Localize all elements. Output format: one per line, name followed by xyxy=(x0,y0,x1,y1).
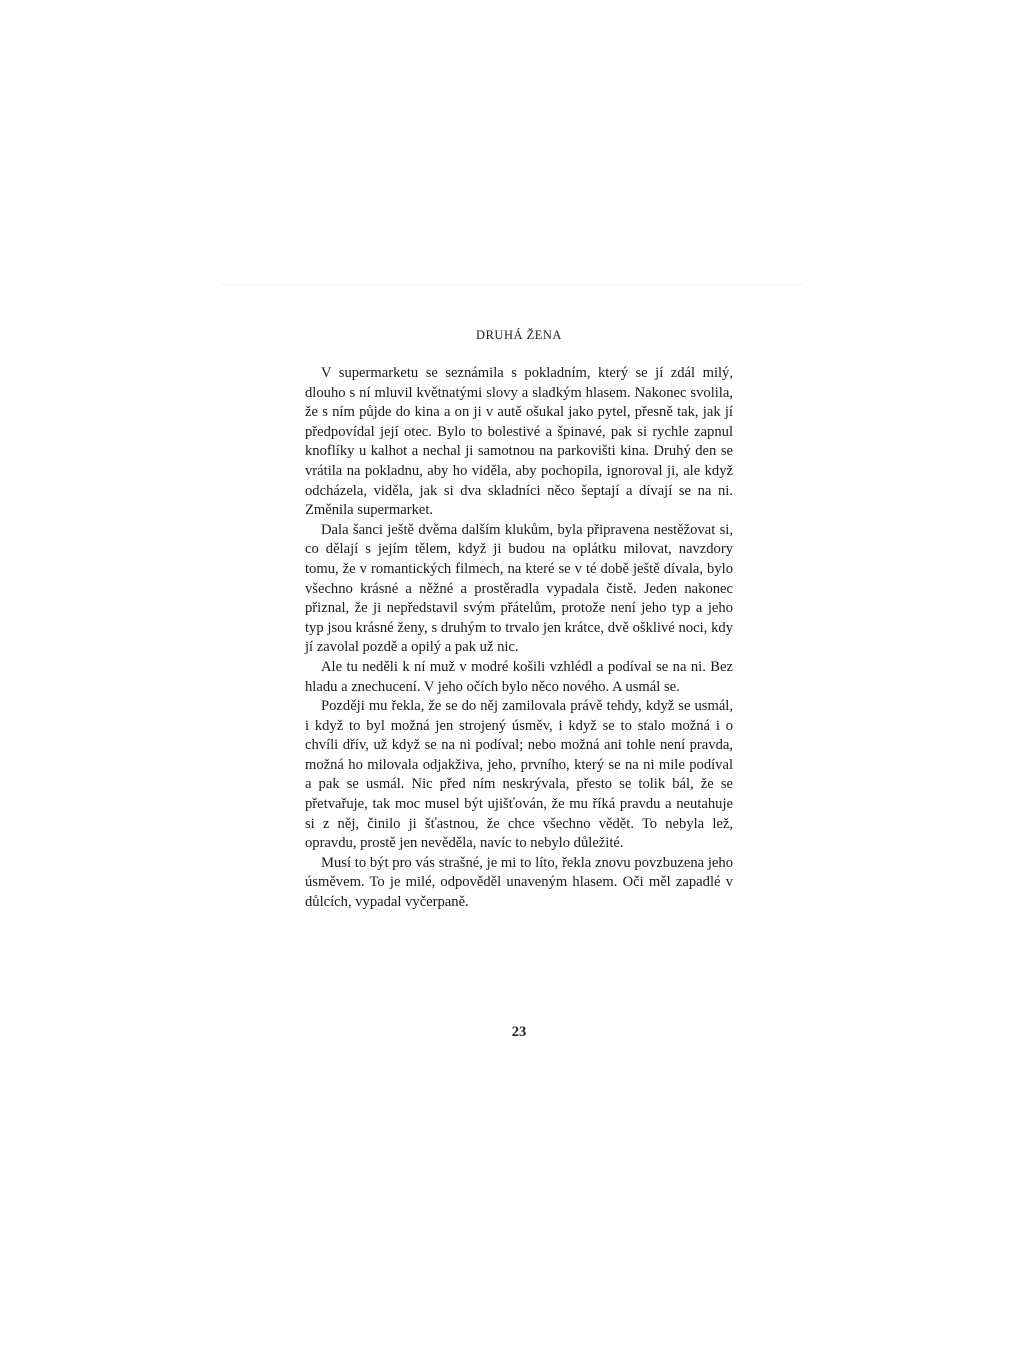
page-number: 23 xyxy=(511,1024,527,1040)
page-edge-divider xyxy=(222,284,802,285)
paragraph-1: V supermarketu se seznámila s pokladním, který se jí zdál milý, dlouho s ní mluvil květnatými slovy a sladkým hlasem. Nakonec svolila, že s ním půjde do kina a on ji v autě ošukal jako pytel, přesně tak, jak jí předpovídal její otec. Bylo to bolestivé a špinavé, pak si rychle zapnul knoflíky u kalhot a nechal ji samotnou na parkovišti kina. Druhý den se vrátila na pokladnu, aby ho viděla, aby pochopila, ignoroval ji, ale když odcházela, viděla, jak si dva skladníci něco šeptají a dívají se na ni. Změnila supermarket. xyxy=(305,365,733,519)
paragraph-3: Ale tu neděli k ní muž v modré košili vzhlédl a podíval se na ni. Bez hladu a znechucení. V jeho očích bylo něco nového. A usmál se. xyxy=(305,658,733,695)
paragraph-2: Dala šanci ještě dvěma dalším klukům, byla připravena nestěžovat si, co dělají s jejím tělem, když ji budou na oplátku milovat, navzdory tomu, že v romantických filmech, na které se v té době ještě dívala, bylo všechno krásné a něžné a prostěradla vypadala čistě. Jeden nakonec přiznal, že ji nepředstavil svým přátelům, protože není jeho typ a jeho typ jsou krásné ženy, s druhým to trvalo jen krátce, dvě ošklivé noci, kdy jí zavolal pozdě a opilý a pak už nic. xyxy=(305,521,733,656)
body-text xyxy=(305,364,733,913)
running-head: DRUHÁ ŽENA xyxy=(476,328,562,342)
paragraph-5: Musí to být pro vás strašné, je mi to líto, řekla znovu povzbuzena jeho úsměvem. To je milé, odpověděl unaveným hlasem. Oči měl zapadlé v důlcích, vypadal vyčerpaně. xyxy=(305,854,733,911)
paragraph-4: Později mu řekla, že se do něj zamilovala právě tehdy, když se usmál, i když to byl možná jen strojený úsměv, i když se to stalo možná i o chvíli dřív, už když se na ni podíval; nebo možná ani tohle není pravda, možná ho milovala odjakživa, jeho, prvního, který se na ni mile podíval a pak se usmál. Nic před ním neskrývala, přesto se tolik bál, že se přetvařuje, tak moc musel být ujišťován, že mu říká pravdu a neutahuje si z něj, činilo ji šťastnou, že chce všechno vědět. To nebyla lež, opravdu, prostě jen nevěděla, navíc to nebylo důležité. xyxy=(305,698,733,852)
